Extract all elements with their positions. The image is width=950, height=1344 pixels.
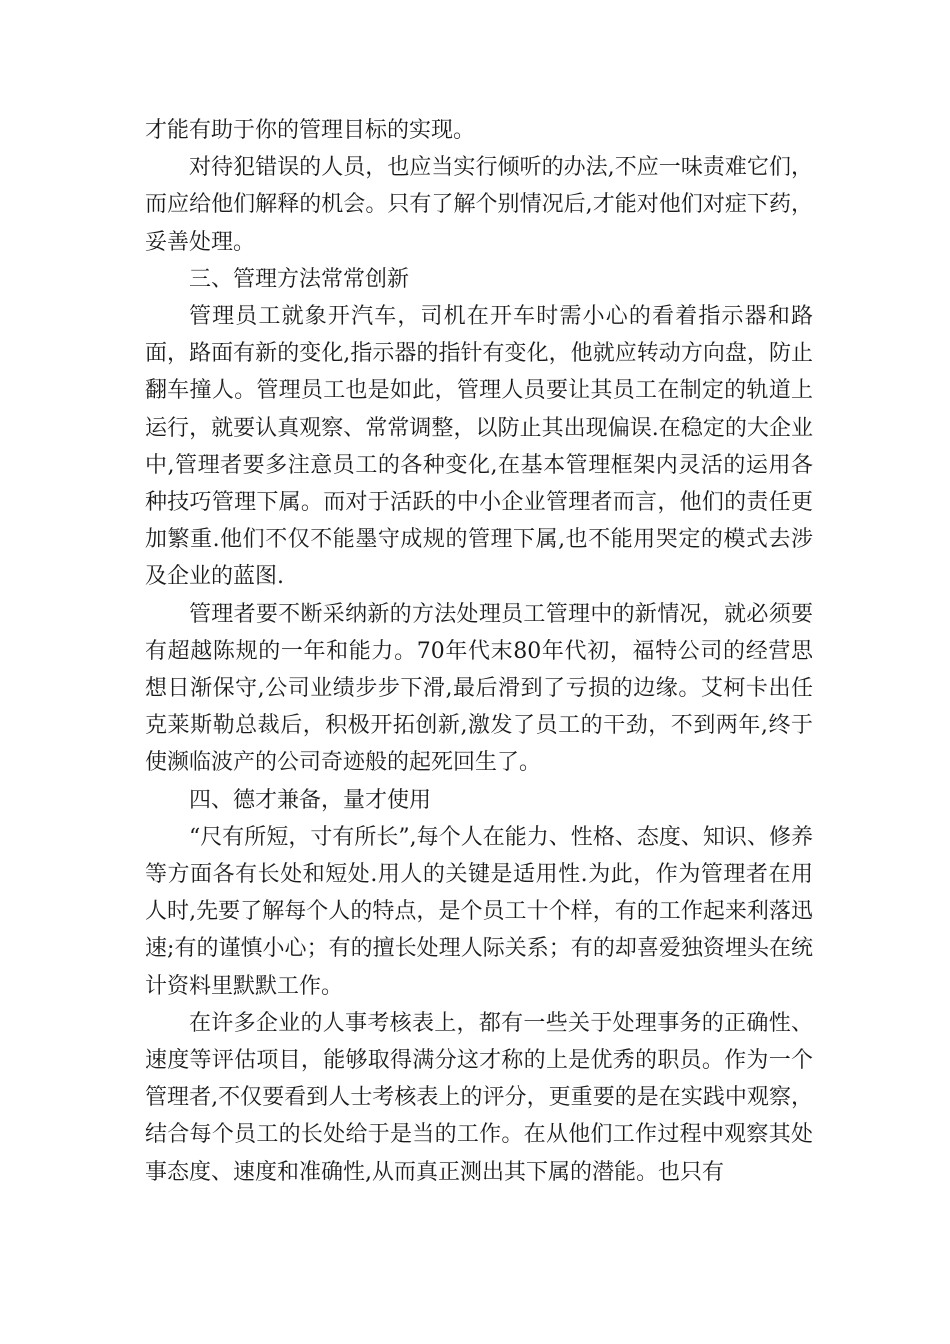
- paragraph-new-methods: 管理者要不断采纳新的方法处理员工管理中的新情况，就必须要有超越陈规的一年和能力。70年代末80年代初，福特公司的经营思想日渐保守,公司业绩步步下滑,最后滑到了亏损的边缘。艾柯卡出任克莱斯勒总裁后，积极开拓创新,激发了员工的干劲，不到两年,终于使濒临波产的公司奇迹般的起死回生了。: [145, 601, 813, 776]
- paragraph-continuation: 才能有助于你的管理目标的实现。: [145, 118, 476, 143]
- paragraph-personnel-evaluation: 在许多企业的人事考核表上，都有一些关于处理事务的正确性、速度等评估项目，能够取得满分这才称的上是优秀的职员。作为一个管理者,不仅要看到人士考核表上的评分，更重要的是在实践中观察，结合每个员工的长处给于是当的工作。在从他们工作过程中观察其处事态度、速度和准确性,从而真正测出其下属的潜能。也只有: [145, 1010, 813, 1185]
- paragraph-strengths-weaknesses: “尺有所短，寸有所长”,每个人在能力、性格、态度、知识、修养等方面各有长处和短处.用人的关键是适用性.为此，作为管理者在用人时,先要了解每个人的特点，是个员工十个样，有的工作起来利落迅速;有的谨慎小心；有的擅长处理人际关系；有的却喜爱独资埋头在统计资料里默默工作。: [145, 824, 813, 999]
- paragraph-listening: 对待犯错误的人员，也应当实行倾听的办法,不应一味责难它们，而应给他们解释的机会。只有了解个别情况后,才能对他们对症下药，妥善处理。: [145, 155, 813, 255]
- section-heading-innovation: 三、管理方法常常创新: [189, 266, 410, 292]
- section-heading-talent: 四、德才兼备，量才使用: [189, 787, 432, 813]
- document-body: [145, 112, 813, 1191]
- paragraph-driving-analogy: 管理员工就象开汽车，司机在开车时需小心的看着指示器和路面，路面有新的变化,指示器的指针有变化，他就应转动方向盘，防止翻车撞人。管理员工也是如此，管理人员要让其员工在制定的轨道上运行，就要认真观察、常常调整，以防止其出现偏误.在稳定的大企业中,管理者要多注意员工的各种变化,在基本管理框架内灵活的运用各种技巧管理下属。而对于活跃的中小企业管理者而言，他们的责任更加繁重.他们不仅不能墨守成规的管理下属,也不能用哭定的模式去涉及企业的蓝图.: [145, 304, 813, 590]
